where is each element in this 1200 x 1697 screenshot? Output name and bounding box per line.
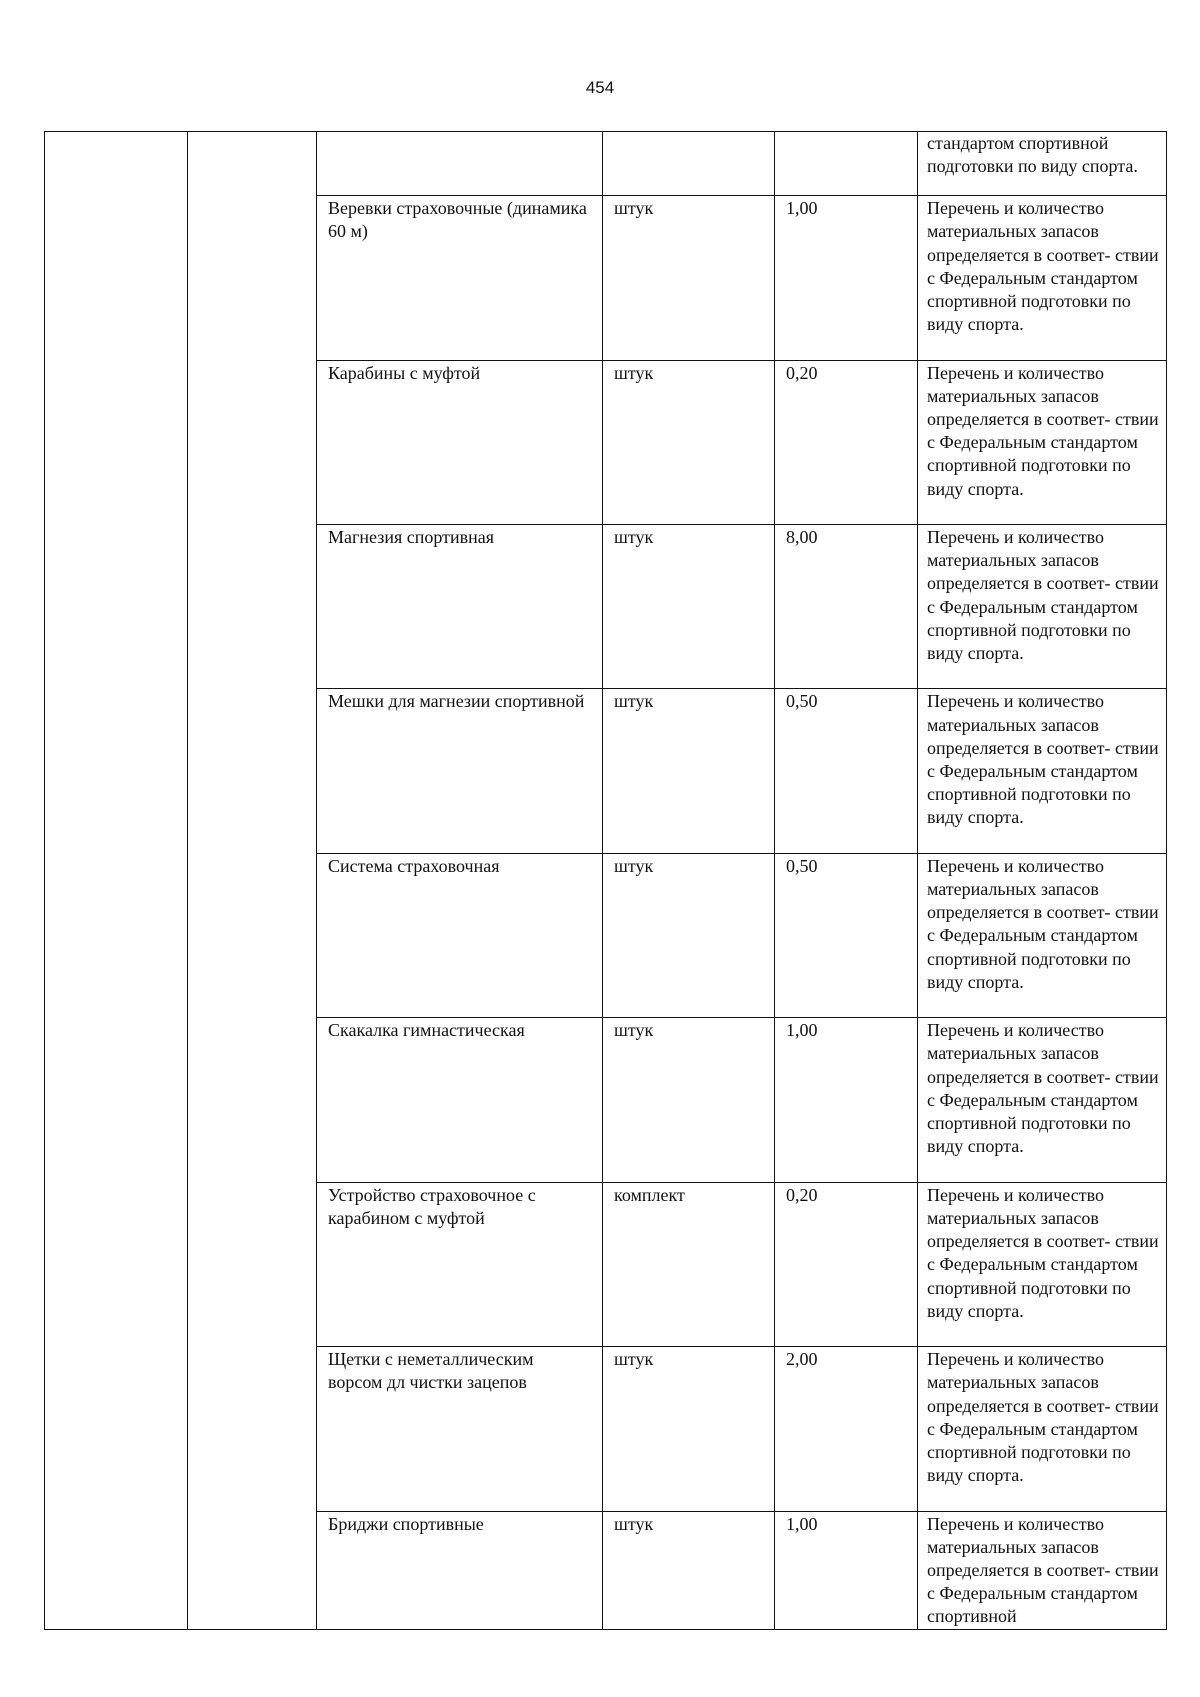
item-quantity: 0,20: [786, 362, 818, 383]
description-cell: [918, 525, 1167, 689]
unit-cell: [603, 1347, 775, 1511]
unit-cell: [603, 689, 775, 853]
unit-cell: [603, 196, 775, 360]
item-name-cell: [317, 1511, 603, 1629]
unit-cell: [603, 132, 775, 196]
description-cell: [918, 1018, 1167, 1182]
quantity-cell: [775, 132, 918, 196]
item-name-cell: [317, 853, 603, 1017]
page-number: 454: [585, 78, 615, 97]
quantity-cell: [775, 853, 918, 1017]
quantity-cell: [775, 525, 918, 689]
item-unit: штук: [614, 691, 654, 712]
description-text: Перечень и количество материальных запасов определяется в соответ- ствии с Федеральным стандартом спортивной подготовки по виду спорта.: [927, 362, 1159, 499]
description-text: Перечень и количество материальных запасов определяется в соответ- ствии с Федеральным стандартом спортивной подготовки по виду спорта.: [927, 1184, 1159, 1321]
item-unit: штук: [614, 1349, 654, 1370]
description-text: Перечень и количество материальных запасов определяется в соответ- ствии с Федеральным стандартом спортивной подготовки по виду спорта.: [927, 1349, 1159, 1486]
item-quantity: 2,00: [786, 1349, 818, 1370]
description-cell: [918, 1347, 1167, 1511]
materials-table: [44, 131, 1167, 1630]
unit-cell: [603, 853, 775, 1017]
item-name: Магнезия спортивная: [328, 527, 495, 547]
item-quantity: 8,00: [786, 527, 818, 547]
item-unit: штук: [614, 855, 654, 876]
item-name: Карабины с муфтой: [328, 362, 481, 383]
item-name: Скакалка гимнастическая: [328, 1020, 525, 1041]
item-name-cell: [317, 689, 603, 853]
description-text: Перечень и количество материальных запасов определяется в соответ- ствии с Федеральным стандартом спортивной подготовки по виду спорта.: [927, 691, 1159, 828]
description-cell: [918, 853, 1167, 1017]
item-name: Система страховочная: [328, 855, 500, 876]
item-name-cell: [317, 360, 603, 524]
quantity-cell: [775, 196, 918, 360]
quantity-cell: [775, 1347, 918, 1511]
unit-cell: [603, 1018, 775, 1182]
item-quantity: 1,00: [786, 1020, 818, 1041]
quantity-cell: [775, 360, 918, 524]
item-name-cell: [317, 132, 603, 196]
item-unit: штук: [614, 198, 654, 219]
description-cell: [918, 1511, 1167, 1629]
item-quantity: 0,50: [786, 855, 818, 876]
item-name-cell: [317, 1018, 603, 1182]
description-text: Перечень и количество материальных запасов определяется в соответ- ствии с Федеральным стандартом спортивной: [927, 1513, 1159, 1627]
description-text: Перечень и количество материальных запасов определяется в соответ- ствии с Федеральным стандартом спортивной подготовки по виду спорта.: [927, 527, 1159, 664]
description-cell: [918, 689, 1167, 853]
table-body: [45, 132, 1167, 1630]
description-text: Перечень и количество материальных запасов определяется в соответ- ствии с Федеральным стандартом спортивной подготовки по виду спорта.: [927, 855, 1159, 992]
item-name: Веревки страховочные (динамика 60 м): [328, 198, 587, 242]
quantity-cell: [775, 1511, 918, 1629]
group-cell: [45, 132, 188, 1630]
item-name: Мешки для магнезии спортивной: [328, 691, 585, 712]
item-unit: штук: [614, 527, 654, 547]
item-quantity: 0,50: [786, 691, 818, 712]
description-cell: [918, 196, 1167, 360]
unit-cell: [603, 360, 775, 524]
quantity-cell: [775, 1182, 918, 1346]
item-unit: штук: [614, 1513, 654, 1534]
item-name-cell: [317, 196, 603, 360]
item-unit: штук: [614, 1020, 654, 1041]
description-cell: [918, 132, 1167, 196]
item-name-cell: [317, 525, 603, 689]
item-name-cell: [317, 1182, 603, 1346]
quantity-cell: [775, 1018, 918, 1182]
description-cell: [918, 360, 1167, 524]
item-unit: комплект: [614, 1184, 685, 1205]
unit-cell: [603, 1182, 775, 1346]
item-quantity: 1,00: [786, 198, 818, 219]
item-unit: штук: [614, 362, 654, 383]
unit-cell: [603, 525, 775, 689]
table-row: [45, 132, 1167, 196]
item-name: Бриджи спортивные: [328, 1513, 484, 1534]
unit-cell: [603, 1511, 775, 1629]
description-text: Перечень и количество материальных запасов определяется в соответ- ствии с Федеральным стандартом спортивной подготовки по виду спорта.: [927, 1020, 1159, 1157]
description-text: Перечень и количество материальных запасов определяется в соответ- ствии с Федеральным стандартом спортивной подготовки по виду спорта.: [927, 198, 1159, 335]
description-text: стандартом спортивной подготовки по виду спорта.: [927, 133, 1138, 177]
item-name: Щетки с неметаллическим ворсом дл чистки зацепов: [328, 1349, 534, 1393]
item-quantity: 0,20: [786, 1184, 818, 1205]
item-name: Устройство страховочное с карабином с муфтой: [328, 1184, 536, 1228]
subgroup-cell: [188, 132, 317, 1630]
quantity-cell: [775, 689, 918, 853]
description-cell: [918, 1182, 1167, 1346]
item-quantity: 1,00: [786, 1513, 818, 1534]
item-name-cell: [317, 1347, 603, 1511]
